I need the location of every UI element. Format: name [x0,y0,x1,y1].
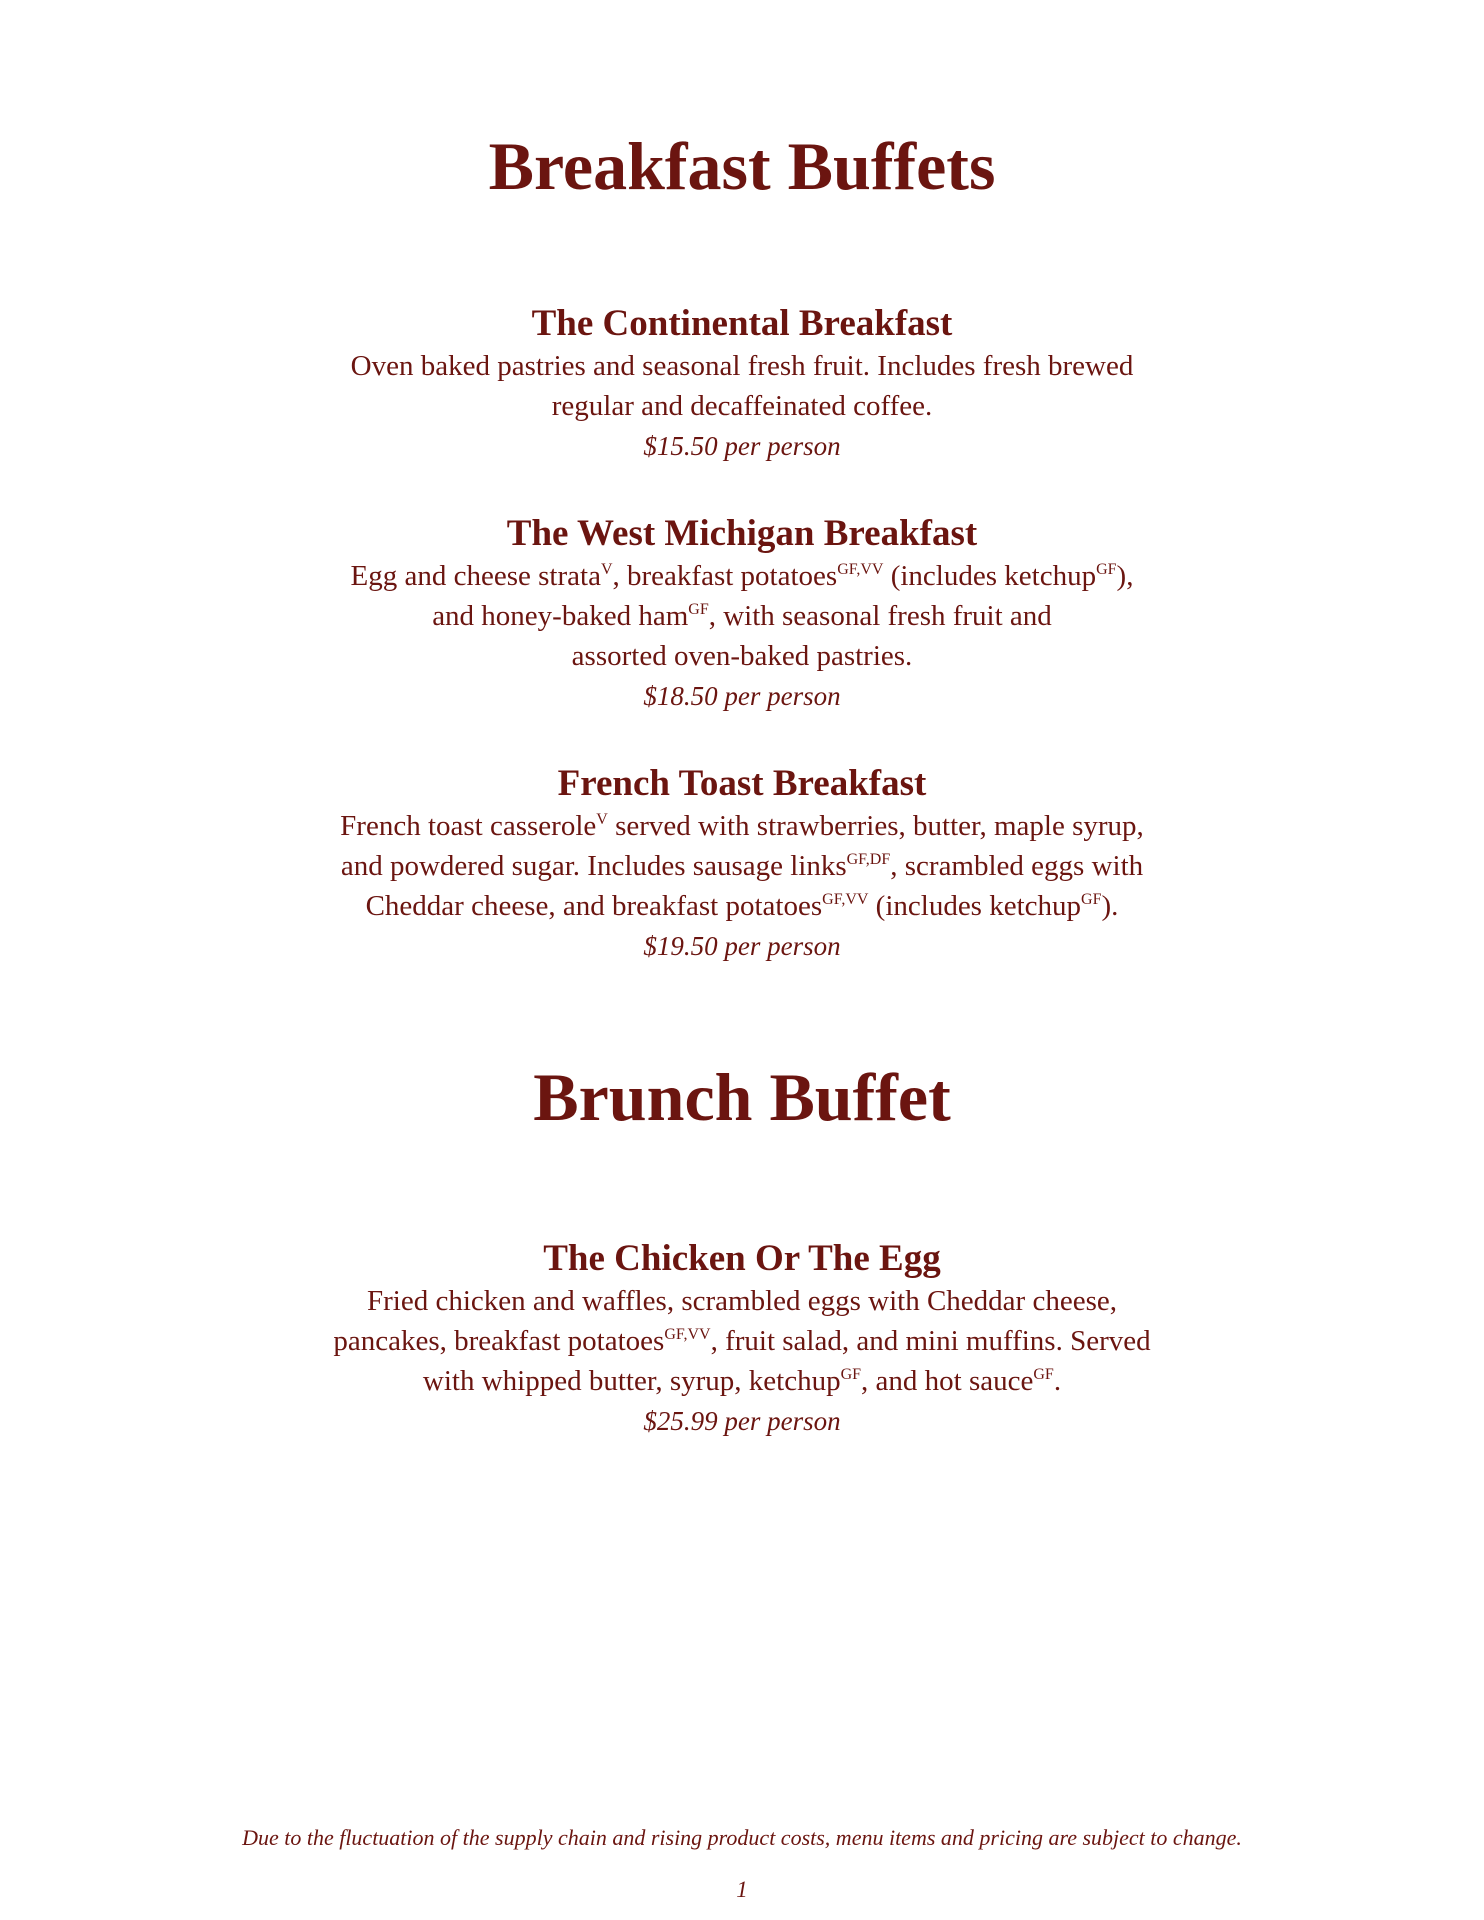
item-price: $15.50 per person [643,431,841,461]
dietary-marker: GF [1033,1366,1054,1383]
menu-item-chicken-or-egg [0,1237,1484,1441]
item-title: French Toast Breakfast [557,763,927,804]
item-description: Oven baked pastries and seasonal fresh fruit. Includes fresh brewed regular and decaffeinated coffee. [350,350,1134,422]
dietary-marker: GF [840,1366,862,1383]
item-price: $19.50 per person [643,931,841,961]
item-title: The West Michigan Breakfast [506,513,978,554]
dietary-marker: GF,VV [822,891,869,908]
dietary-marker: GF [688,601,709,618]
pricing-disclaimer: Due to the fluctuation of the supply chain and rising product costs, menu items and pricing are subject to change. [242,1825,1242,1850]
page-number: 1 [736,1877,748,1902]
item-description: Fried chicken and waffles, scrambled eggs with Cheddar cheese, pancakes, breakfast potatoes$^{GF,VV}$, fruit salad, and mini muffins. Served with whipped butter, syrup, ketchup$^{GF}$, and hot sauce$^{GF}$. [333,1285,1151,1397]
brunch-buffet-heading: Brunch Buffet [533,1059,951,1135]
item-description: Egg and cheese strata$^V$, breakfast potatoes$^{GF,VV}$ (includes ketchup$^{GF}$), and honey-baked ham$^{GF}$, with seasonal fresh fruit and assorted oven-baked pastries. [350,560,1134,672]
item-price: $18.50 per person [643,681,841,711]
dietary-marker: V [600,561,613,578]
dietary-marker: GF,VV [837,561,884,578]
menu-item-french-toast [0,762,1484,966]
item-price: $25.99 per person [643,1406,841,1436]
menu-item-continental [0,302,1484,466]
dietary-marker: GF,DF [846,851,891,868]
dietary-marker: GF [1096,561,1117,578]
dietary-marker: GF [1081,891,1102,908]
item-title: The Continental Breakfast [531,303,953,344]
menu-item-west-michigan [0,512,1484,716]
dietary-marker: V [596,811,608,828]
dietary-marker: GF,VV [664,1326,711,1343]
item-description: French toast casserole$^V$ served with strawberries, butter, maple syrup, and powdered sugar. Includes sausage links$^{GF,DF}$, scrambled eggs with Cheddar cheese, and breakfast potatoes$^{GF,VV}$ (includes ketchup$^{GF}$). [340,810,1144,922]
item-title: The Chicken Or The Egg [543,1238,941,1279]
breakfast-buffets-heading: Breakfast Buffets [488,128,996,204]
